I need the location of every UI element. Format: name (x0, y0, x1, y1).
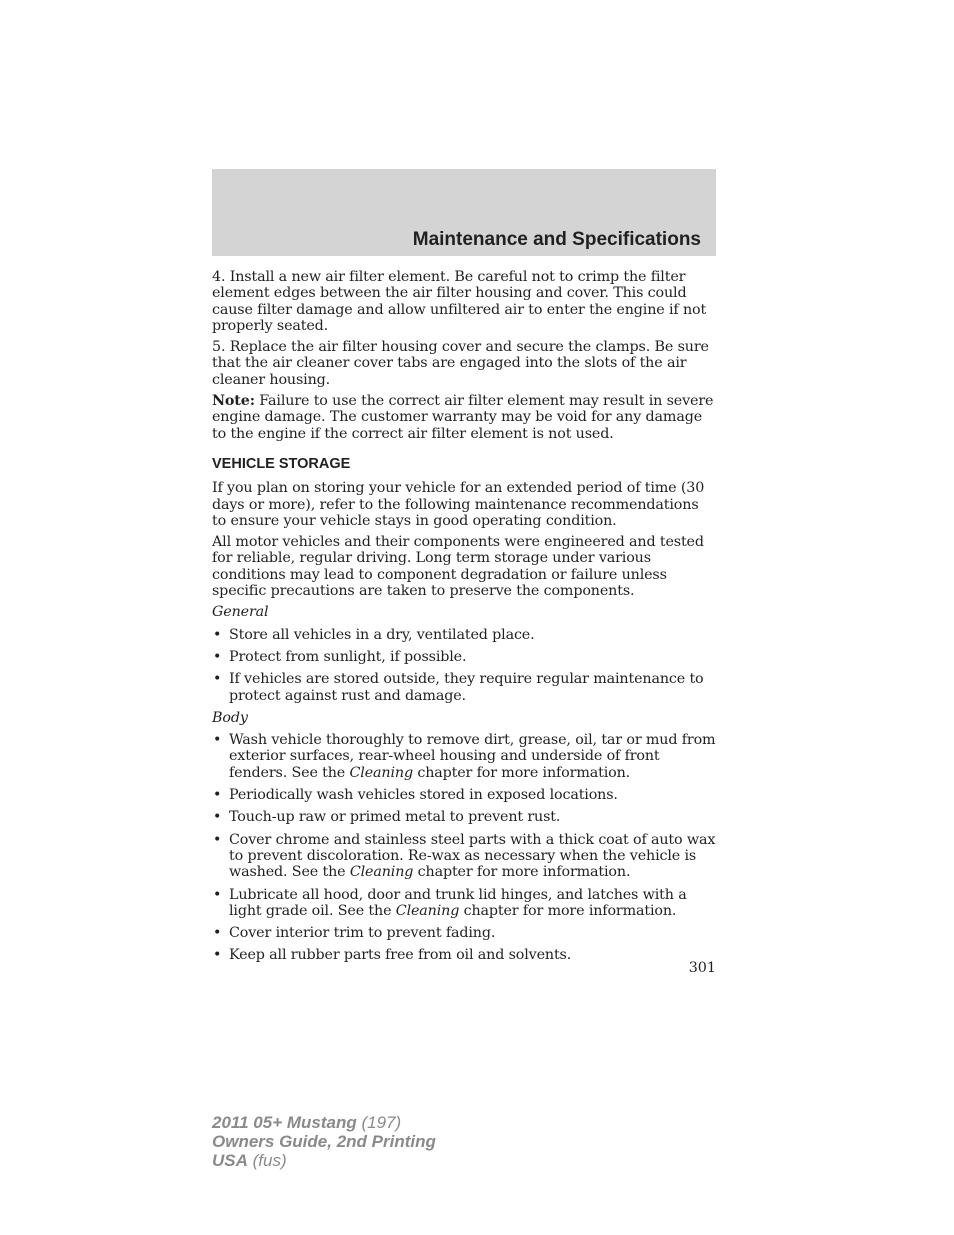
step-5-paragraph: 5. Replace the air filter housing cover and secure the clamps. Be sure that the air cleaner cover tabs are engaged into the slots of the air cleaner housing. (212, 339, 709, 388)
bullet-icon: • (213, 787, 222, 804)
bullet-icon: • (213, 671, 222, 688)
chapter-header (212, 169, 716, 256)
cleaning-chapter-reference: Cleaning (349, 764, 413, 781)
bullet-icon: • (213, 648, 222, 665)
cleaning-chapter-reference: Cleaning (349, 864, 414, 881)
cleaning-chapter-reference: Cleaning (395, 902, 460, 919)
subheading-body: Body (212, 709, 248, 726)
bullet-icon: • (213, 809, 222, 826)
footer-edition-line: Owners Guide, 2nd Printing (212, 1132, 436, 1151)
subheading-general: General (212, 604, 269, 621)
section-heading-vehicle-storage: VEHICLE STORAGE (212, 455, 351, 472)
note-text: Failure to use the correct air filter element may result in severe engine damage. The customer warranty may be void for any damage to the engine if the correct air filter element is not used. (212, 393, 714, 442)
list-item: • If vehicles are stored outside, they require regular maintenance to protect against rust and damage. (213, 671, 704, 704)
footer-region-line: USA (fus) (212, 1151, 287, 1170)
bullet-icon: • (213, 626, 222, 643)
bullet-icon: • (213, 732, 222, 749)
list-item: • Periodically wash vehicles stored in exposed locations. (213, 787, 618, 804)
storage-components-paragraph: All motor vehicles and their components were engineered and tested for reliable, regular driving. Long term storage under various conditions may lead to component degradation or failure unless specific precautions are taken to preserve the components. (212, 534, 704, 600)
bullet-icon: • (213, 925, 222, 942)
body-list (212, 732, 716, 964)
footer-model-line: 2011 05+ Mustang (197) (212, 1113, 402, 1132)
list-item: • Cover chrome and stainless steel parts with a thick coat of auto wax to prevent discoloration. Re-wax as necessary when the vehicle is washed. See the Cleaning chapter for more information. (213, 831, 716, 881)
page-number: 301 (688, 960, 716, 976)
list-item: • Touch-up raw or primed metal to prevent rust. (213, 809, 561, 826)
bullet-icon: • (213, 947, 222, 964)
step-4-paragraph: 4. Install a new air filter element. Be careful not to crimp the filter element edges between the air filter housing and cover. This could cause filter damage and allow unfiltered air to enter the engine if not properly seated. (212, 269, 707, 334)
bullet-icon: • (213, 831, 222, 848)
storage-intro-paragraph: If you plan on storing your vehicle for an extended period of time (30 days or more), refer to the following maintenance recommendations to ensure your vehicle stays in good operating condition. (212, 480, 705, 529)
list-item: • Protect from sunlight, if possible. (213, 648, 467, 665)
general-list (212, 627, 716, 704)
list-item: • Keep all rubber parts free from oil and solvents. (213, 947, 572, 964)
list-item: • Store all vehicles in a dry, ventilated place. (213, 626, 535, 643)
chapter-title: Maintenance and Specifications (412, 229, 701, 250)
page-content (212, 269, 716, 970)
list-item: • Cover interior trim to prevent fading. (213, 925, 496, 942)
note-paragraph (212, 393, 716, 442)
list-item: • Lubricate all hood, door and trunk lid hinges, and latches with a light grade oil. See the Cleaning chapter for more information. (213, 886, 687, 919)
list-item: • Wash vehicle thoroughly to remove dirt, grease, oil, tar or mud from exterior surfaces, rear-wheel housing and underside of front fenders. See the Cleaning chapter for more information. (213, 732, 716, 781)
document-footer (212, 1113, 436, 1170)
bullet-icon: • (213, 886, 222, 903)
note-label: Note: (212, 393, 255, 410)
